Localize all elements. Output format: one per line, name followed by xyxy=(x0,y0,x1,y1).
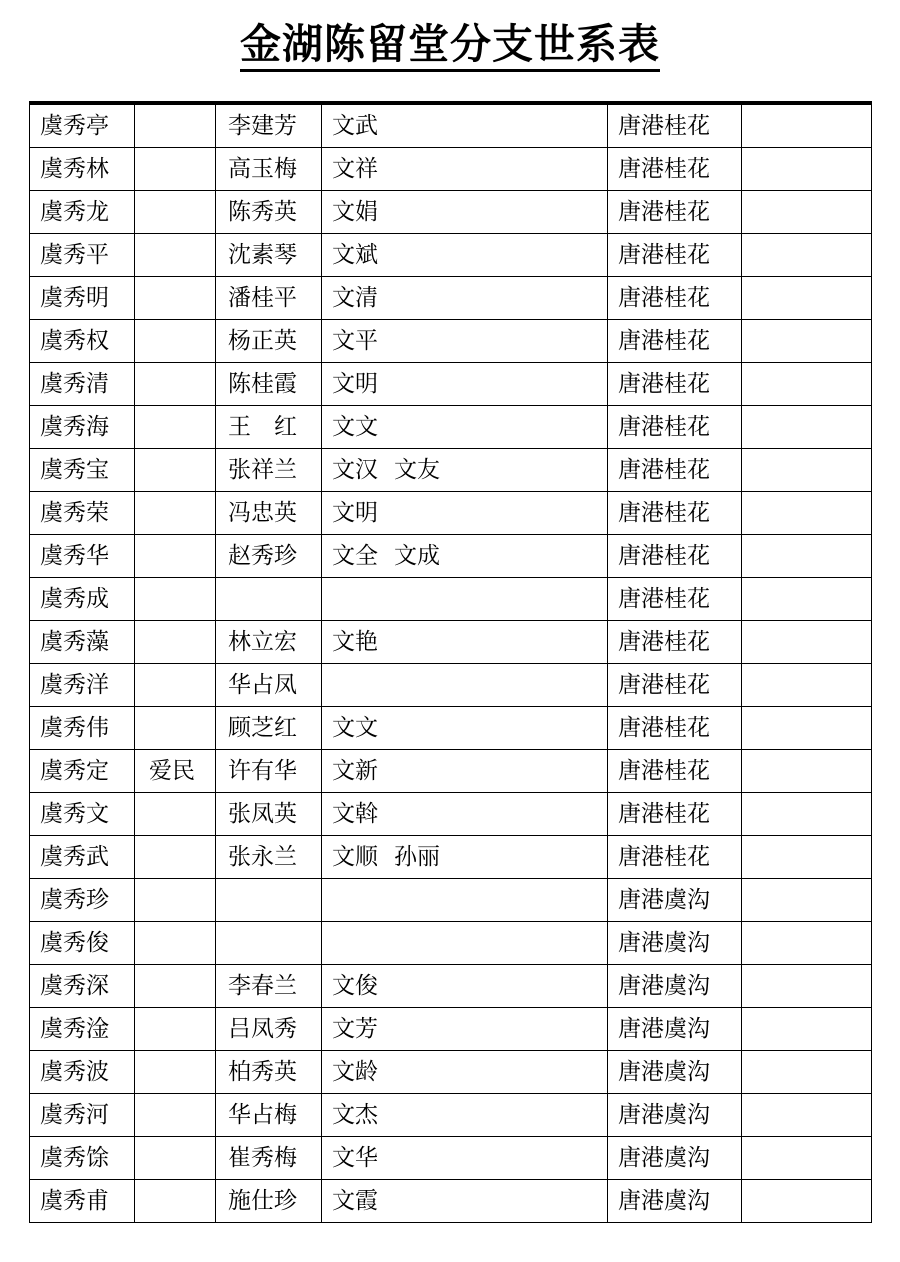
residence-cell: 唐港桂花 xyxy=(608,793,742,836)
table-row xyxy=(30,277,872,320)
children-cell xyxy=(322,578,608,621)
residence-cell: 唐港虞沟 xyxy=(608,1094,742,1137)
children-cell xyxy=(322,320,608,363)
person-name-cell: 虞秀海 xyxy=(30,406,135,449)
note-cell xyxy=(742,922,872,965)
note-cell xyxy=(742,320,872,363)
page-title xyxy=(0,14,900,74)
residence-cell: 唐港桂花 xyxy=(608,234,742,277)
table-row xyxy=(30,406,872,449)
person-name-cell: 虞秀珍 xyxy=(30,879,135,922)
person-name-cell: 虞秀明 xyxy=(30,277,135,320)
spouse-cell: 冯忠英 xyxy=(216,492,322,535)
residence-cell: 唐港桂花 xyxy=(608,406,742,449)
children-cell xyxy=(322,406,608,449)
residence-cell: 唐港桂花 xyxy=(608,836,742,879)
residence-cell: 唐港桂花 xyxy=(608,621,742,664)
note-cell xyxy=(742,1051,872,1094)
table-row xyxy=(30,836,872,879)
child-name: 文汉 xyxy=(332,457,378,483)
note-cell xyxy=(742,406,872,449)
person-name-cell: 虞秀荣 xyxy=(30,492,135,535)
child-name: 文芳 xyxy=(332,1016,378,1042)
alias-cell xyxy=(135,1008,216,1051)
person-name-cell: 虞秀权 xyxy=(30,320,135,363)
table-row xyxy=(30,363,872,406)
alias-cell xyxy=(135,965,216,1008)
note-cell xyxy=(742,664,872,707)
table-row xyxy=(30,750,872,793)
spouse-cell: 张永兰 xyxy=(216,836,322,879)
spouse-cell: 高玉梅 xyxy=(216,148,322,191)
table-row xyxy=(30,449,872,492)
spouse-cell: 赵秀珍 xyxy=(216,535,322,578)
person-name-cell: 虞秀宝 xyxy=(30,449,135,492)
table-row xyxy=(30,234,872,277)
table-row xyxy=(30,922,872,965)
residence-cell: 唐港虞沟 xyxy=(608,1137,742,1180)
alias-cell xyxy=(135,1180,216,1223)
person-name-cell: 虞秀龙 xyxy=(30,191,135,234)
residence-cell: 唐港桂花 xyxy=(608,449,742,492)
child-name: 文清 xyxy=(332,285,378,311)
alias-cell xyxy=(135,191,216,234)
spouse-cell: 施仕珍 xyxy=(216,1180,322,1223)
alias-cell xyxy=(135,406,216,449)
children-cell xyxy=(322,707,608,750)
child-name: 文新 xyxy=(332,758,378,784)
person-name-cell: 虞秀深 xyxy=(30,965,135,1008)
person-name-cell: 虞秀清 xyxy=(30,363,135,406)
children-cell xyxy=(322,234,608,277)
note-cell xyxy=(742,621,872,664)
person-name-cell: 虞秀华 xyxy=(30,535,135,578)
person-name-cell: 虞秀甫 xyxy=(30,1180,135,1223)
spouse-cell: 沈素琴 xyxy=(216,234,322,277)
note-cell xyxy=(742,148,872,191)
alias-cell xyxy=(135,922,216,965)
children-cell xyxy=(322,277,608,320)
child-name: 文龄 xyxy=(332,1059,378,1085)
spouse-cell: 李建芳 xyxy=(216,103,322,148)
note-cell xyxy=(742,793,872,836)
children-cell xyxy=(322,148,608,191)
alias-cell xyxy=(135,277,216,320)
person-name-cell: 虞秀洋 xyxy=(30,664,135,707)
children-cell xyxy=(322,1051,608,1094)
person-name-cell: 虞秀平 xyxy=(30,234,135,277)
person-name-cell: 虞秀淦 xyxy=(30,1008,135,1051)
residence-cell: 唐港桂花 xyxy=(608,277,742,320)
note-cell xyxy=(742,191,872,234)
note-cell xyxy=(742,1137,872,1180)
children-cell xyxy=(322,1008,608,1051)
child-name: 文华 xyxy=(332,1145,378,1171)
table-row xyxy=(30,1094,872,1137)
children-cell xyxy=(322,793,608,836)
residence-cell: 唐港虞沟 xyxy=(608,1051,742,1094)
genealogy-table xyxy=(29,101,872,1223)
children-cell xyxy=(322,449,608,492)
spouse-cell: 崔秀梅 xyxy=(216,1137,322,1180)
spouse-cell: 杨正英 xyxy=(216,320,322,363)
child-name: 文娟 xyxy=(332,199,378,225)
child-name: 文祥 xyxy=(332,156,378,182)
child-name: 文文 xyxy=(332,715,378,741)
person-name-cell: 虞秀定 xyxy=(30,750,135,793)
residence-cell: 唐港桂花 xyxy=(608,492,742,535)
spouse-cell: 林立宏 xyxy=(216,621,322,664)
table-row xyxy=(30,1180,872,1223)
person-name-cell: 虞秀林 xyxy=(30,148,135,191)
residence-cell: 唐港桂花 xyxy=(608,535,742,578)
child-name: 文武 xyxy=(332,113,378,139)
person-name-cell: 虞秀波 xyxy=(30,1051,135,1094)
note-cell xyxy=(742,1008,872,1051)
table-row xyxy=(30,191,872,234)
note-cell xyxy=(742,1094,872,1137)
child-name: 文顺 xyxy=(332,844,378,870)
table-row xyxy=(30,535,872,578)
child-name: 文友 xyxy=(394,457,440,483)
person-name-cell: 虞秀馀 xyxy=(30,1137,135,1180)
children-cell xyxy=(322,535,608,578)
person-name-cell: 虞秀文 xyxy=(30,793,135,836)
alias-cell xyxy=(135,707,216,750)
alias-cell xyxy=(135,492,216,535)
residence-cell: 唐港桂花 xyxy=(608,363,742,406)
note-cell xyxy=(742,535,872,578)
table-row xyxy=(30,492,872,535)
person-name-cell: 虞秀俊 xyxy=(30,922,135,965)
residence-cell: 唐港虞沟 xyxy=(608,1008,742,1051)
children-cell xyxy=(322,836,608,879)
spouse-cell: 张祥兰 xyxy=(216,449,322,492)
children-cell xyxy=(322,1094,608,1137)
residence-cell: 唐港桂花 xyxy=(608,750,742,793)
residence-cell: 唐港虞沟 xyxy=(608,965,742,1008)
spouse-cell: 柏秀英 xyxy=(216,1051,322,1094)
spouse-cell xyxy=(216,879,322,922)
person-name-cell: 虞秀藻 xyxy=(30,621,135,664)
child-name: 文斡 xyxy=(332,801,378,827)
children-cell xyxy=(322,363,608,406)
alias-cell xyxy=(135,836,216,879)
table-row xyxy=(30,1051,872,1094)
table-row xyxy=(30,793,872,836)
children-cell xyxy=(322,664,608,707)
note-cell xyxy=(742,449,872,492)
residence-cell: 唐港桂花 xyxy=(608,664,742,707)
children-cell xyxy=(322,103,608,148)
table-row xyxy=(30,148,872,191)
alias-cell xyxy=(135,535,216,578)
child-name: 文文 xyxy=(332,414,378,440)
note-cell xyxy=(742,492,872,535)
child-name: 文成 xyxy=(394,543,440,569)
spouse-cell: 李春兰 xyxy=(216,965,322,1008)
child-name: 文杰 xyxy=(332,1102,378,1128)
spouse-cell xyxy=(216,922,322,965)
child-name: 文全 xyxy=(332,543,378,569)
alias-cell xyxy=(135,1051,216,1094)
table-row xyxy=(30,707,872,750)
person-name-cell: 虞秀伟 xyxy=(30,707,135,750)
note-cell xyxy=(742,879,872,922)
children-cell xyxy=(322,621,608,664)
residence-cell: 唐港桂花 xyxy=(608,707,742,750)
note-cell xyxy=(742,707,872,750)
child-name: 孙丽 xyxy=(394,844,440,870)
residence-cell: 唐港桂花 xyxy=(608,148,742,191)
spouse-cell: 张凤英 xyxy=(216,793,322,836)
table-row xyxy=(30,879,872,922)
spouse-cell: 潘桂平 xyxy=(216,277,322,320)
table-row xyxy=(30,320,872,363)
children-cell xyxy=(322,191,608,234)
note-cell xyxy=(742,1180,872,1223)
spouse-cell xyxy=(216,578,322,621)
person-name-cell: 虞秀武 xyxy=(30,836,135,879)
children-cell xyxy=(322,965,608,1008)
person-name-cell: 虞秀成 xyxy=(30,578,135,621)
spouse-cell: 许有华 xyxy=(216,750,322,793)
child-name: 文明 xyxy=(332,500,378,526)
child-name: 文霞 xyxy=(332,1188,378,1214)
residence-cell: 唐港虞沟 xyxy=(608,879,742,922)
children-cell xyxy=(322,879,608,922)
residence-cell: 唐港桂花 xyxy=(608,320,742,363)
children-cell xyxy=(322,1137,608,1180)
person-name-cell: 虞秀亭 xyxy=(30,103,135,148)
spouse-cell: 华占凤 xyxy=(216,664,322,707)
children-cell xyxy=(322,1180,608,1223)
table-row xyxy=(30,1137,872,1180)
alias-cell xyxy=(135,363,216,406)
page-title-text: 金湖陈留堂分支世系表 xyxy=(240,20,660,72)
child-name: 文斌 xyxy=(332,242,378,268)
child-name: 文平 xyxy=(332,328,378,354)
genealogy-table-body xyxy=(30,103,872,1223)
residence-cell: 唐港虞沟 xyxy=(608,922,742,965)
person-name-cell: 虞秀河 xyxy=(30,1094,135,1137)
child-name: 文明 xyxy=(332,371,378,397)
alias-cell xyxy=(135,320,216,363)
note-cell xyxy=(742,363,872,406)
table-row xyxy=(30,578,872,621)
note-cell xyxy=(742,965,872,1008)
child-name: 文俊 xyxy=(332,973,378,999)
table-row xyxy=(30,965,872,1008)
spouse-cell: 华占梅 xyxy=(216,1094,322,1137)
alias-cell xyxy=(135,621,216,664)
alias-cell xyxy=(135,793,216,836)
alias-cell xyxy=(135,578,216,621)
table-row xyxy=(30,1008,872,1051)
spouse-cell: 陈秀英 xyxy=(216,191,322,234)
spouse-cell: 王 红 xyxy=(216,406,322,449)
alias-cell xyxy=(135,1137,216,1180)
alias-cell xyxy=(135,664,216,707)
residence-cell: 唐港桂花 xyxy=(608,191,742,234)
note-cell xyxy=(742,836,872,879)
children-cell xyxy=(322,922,608,965)
alias-cell xyxy=(135,879,216,922)
alias-cell: 爱民 xyxy=(135,750,216,793)
spouse-cell: 顾芝红 xyxy=(216,707,322,750)
alias-cell xyxy=(135,148,216,191)
alias-cell xyxy=(135,234,216,277)
table-row xyxy=(30,621,872,664)
children-cell xyxy=(322,750,608,793)
table-row xyxy=(30,664,872,707)
spouse-cell: 陈桂霞 xyxy=(216,363,322,406)
spouse-cell: 吕凤秀 xyxy=(216,1008,322,1051)
alias-cell xyxy=(135,449,216,492)
residence-cell: 唐港虞沟 xyxy=(608,1180,742,1223)
note-cell xyxy=(742,234,872,277)
note-cell xyxy=(742,277,872,320)
note-cell xyxy=(742,750,872,793)
note-cell xyxy=(742,578,872,621)
residence-cell: 唐港桂花 xyxy=(608,578,742,621)
children-cell xyxy=(322,492,608,535)
child-name: 文艳 xyxy=(332,629,378,655)
alias-cell xyxy=(135,1094,216,1137)
table-row xyxy=(30,103,872,148)
alias-cell xyxy=(135,103,216,148)
residence-cell: 唐港桂花 xyxy=(608,103,742,148)
note-cell xyxy=(742,103,872,148)
